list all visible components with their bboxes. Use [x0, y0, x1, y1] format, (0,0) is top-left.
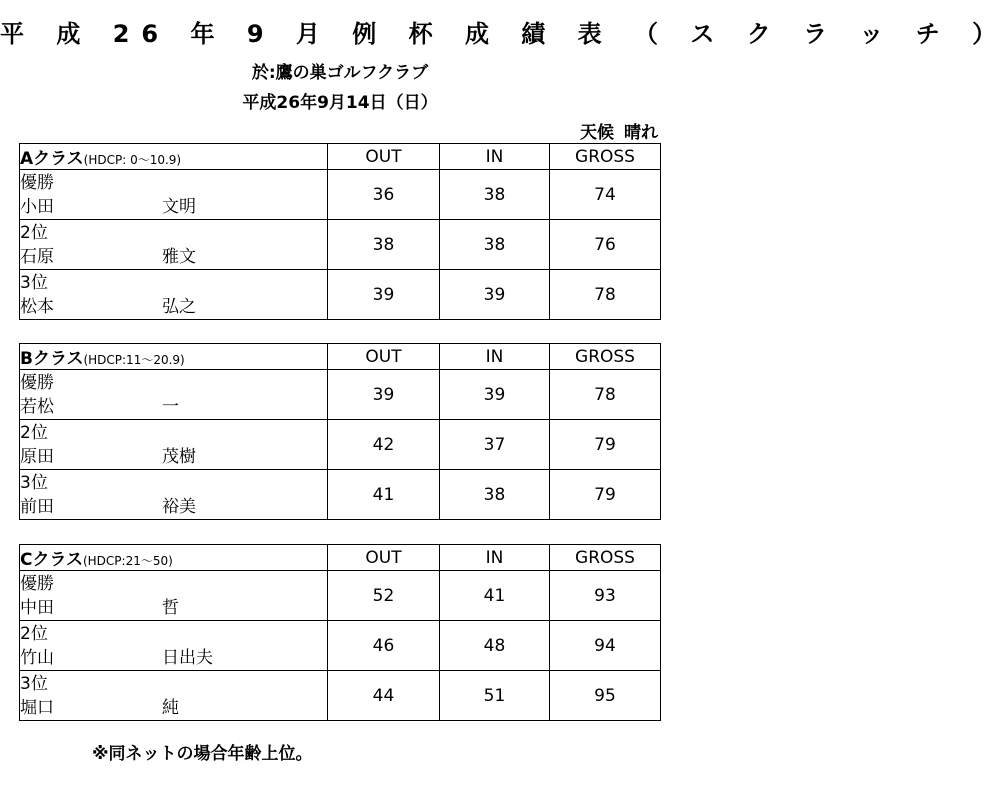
player-name: [20, 495, 327, 519]
player-name: [20, 596, 327, 620]
table-row: [20, 470, 661, 520]
player-name: [20, 445, 327, 469]
out-score: 39: [328, 270, 440, 320]
gross-score: 95: [550, 671, 661, 721]
given-name: 文明: [162, 196, 196, 217]
rank: 優勝: [20, 172, 54, 193]
player-name: [20, 245, 327, 269]
col-in-header: IN: [440, 545, 550, 571]
weather: [580, 118, 658, 143]
table-row: [20, 671, 661, 721]
out-score: 44: [328, 671, 440, 721]
family-name: 原田: [20, 446, 54, 467]
class-name: Bクラス: [20, 349, 84, 369]
rank: 優勝: [20, 573, 54, 594]
rank: 3位: [20, 472, 48, 493]
col-out-header: OUT: [328, 545, 440, 571]
out-score: 52: [328, 571, 440, 621]
rank: 2位: [20, 623, 48, 644]
given-name: 哲: [162, 597, 179, 618]
family-name: 堀口: [20, 697, 54, 718]
in-score: 51: [440, 671, 550, 721]
player-cell: [20, 370, 328, 420]
col-gross-header: GROSS: [550, 545, 661, 571]
in-score: 37: [440, 420, 550, 470]
rank: 3位: [20, 272, 48, 293]
player-name: [20, 646, 327, 670]
given-name: 茂樹: [162, 446, 196, 467]
gross-score: 74: [550, 170, 661, 220]
class-hdcp: (HDCP:21～50): [82, 554, 173, 568]
gross-score: 94: [550, 621, 661, 671]
out-score: 46: [328, 621, 440, 671]
out-score: 39: [328, 370, 440, 420]
given-name: 裕美: [162, 496, 196, 517]
table-row: [20, 170, 661, 220]
table-header-row: [20, 344, 661, 370]
in-score: 38: [440, 170, 550, 220]
player-cell: [20, 420, 328, 470]
page-title: 平 成 26 年 9 月 例 杯 成 績 表 （ ス ク ラ ッ チ ）: [0, 20, 1008, 48]
gross-score: 93: [550, 571, 661, 621]
class-a-table: [19, 143, 661, 320]
given-name: 純: [162, 697, 179, 718]
rank: 2位: [20, 422, 48, 443]
col-in-header: IN: [440, 344, 550, 370]
given-name: 雅文: [162, 246, 196, 267]
gross-score: 78: [550, 370, 661, 420]
table-row: [20, 370, 661, 420]
table-row: [20, 571, 661, 621]
given-name: 一: [162, 396, 179, 417]
player-name: [20, 295, 327, 319]
out-score: 42: [328, 420, 440, 470]
class-label: [20, 144, 328, 170]
class-label: [20, 545, 328, 571]
family-name: 小田: [20, 196, 54, 217]
gross-score: 76: [550, 220, 661, 270]
class-name: Cクラス: [20, 550, 83, 570]
rank: 2位: [20, 222, 48, 243]
class-name: Aクラス: [20, 149, 84, 169]
venue: 於:鷹の巣ゴルフクラブ: [251, 63, 429, 83]
player-name: [20, 395, 327, 419]
rank: 優勝: [20, 372, 54, 393]
player-cell: [20, 621, 328, 671]
weather-label: 天候: [580, 123, 614, 143]
col-out-header: OUT: [328, 344, 440, 370]
rank: 3位: [20, 673, 48, 694]
class-hdcp: (HDCP:11～20.9): [83, 353, 185, 367]
given-name: 日出夫: [162, 647, 213, 668]
weather-value: 晴れ: [624, 123, 658, 143]
col-in-header: IN: [440, 144, 550, 170]
player-cell: [20, 220, 328, 270]
player-cell: [20, 270, 328, 320]
table-header-row: [20, 545, 661, 571]
in-score: 39: [440, 370, 550, 420]
out-score: 38: [328, 220, 440, 270]
family-name: 中田: [20, 597, 54, 618]
out-score: 36: [328, 170, 440, 220]
player-name: [20, 696, 327, 720]
class-hdcp: (HDCP: 0～10.9): [83, 153, 182, 167]
player-cell: [20, 170, 328, 220]
given-name: 弘之: [162, 296, 196, 317]
family-name: 松本: [20, 296, 54, 317]
out-score: 41: [328, 470, 440, 520]
class-label: [20, 344, 328, 370]
col-gross-header: GROSS: [550, 344, 661, 370]
col-out-header: OUT: [328, 144, 440, 170]
table-row: [20, 621, 661, 671]
class-b-table: [19, 343, 661, 520]
gross-score: 79: [550, 470, 661, 520]
in-score: 41: [440, 571, 550, 621]
table-header-row: [20, 144, 661, 170]
in-score: 38: [440, 220, 550, 270]
footnote: ※同ネットの場合年齢上位。: [92, 744, 313, 764]
table-row: [20, 220, 661, 270]
event-date: 平成26年9月14日（日）: [242, 93, 438, 113]
family-name: 若松: [20, 396, 54, 417]
player-cell: [20, 470, 328, 520]
in-score: 38: [440, 470, 550, 520]
family-name: 石原: [20, 246, 54, 267]
in-score: 39: [440, 270, 550, 320]
table-row: [20, 270, 661, 320]
family-name: 前田: [20, 496, 54, 517]
table-row: [20, 420, 661, 470]
gross-score: 78: [550, 270, 661, 320]
col-gross-header: GROSS: [550, 144, 661, 170]
in-score: 48: [440, 621, 550, 671]
player-name: [20, 195, 327, 219]
gross-score: 79: [550, 420, 661, 470]
player-cell: [20, 571, 328, 621]
player-cell: [20, 671, 328, 721]
family-name: 竹山: [20, 647, 54, 668]
class-c-table: [19, 544, 661, 721]
